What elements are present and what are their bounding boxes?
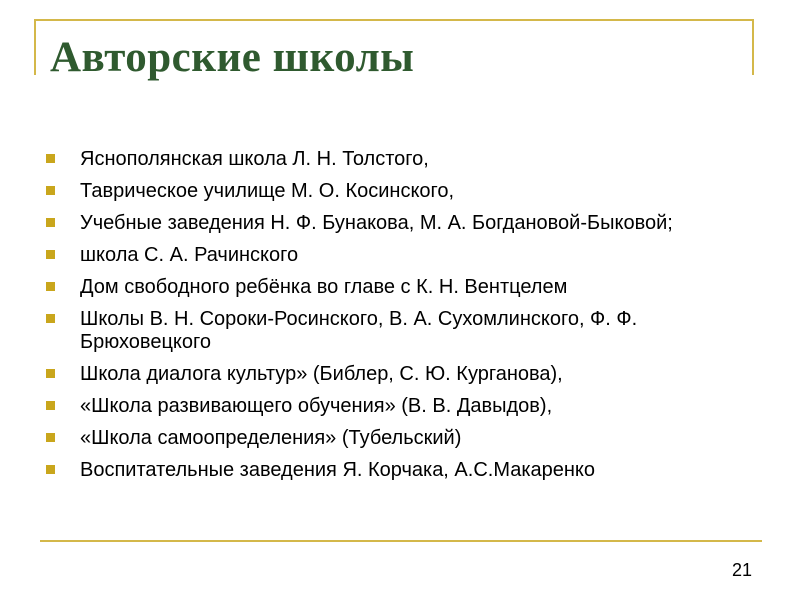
list-item [46,212,746,235]
page-number: 21 [731,560,752,580]
list-item-text: «Школа развивающего обучения» (В. В. Давыдов), [80,395,553,417]
list-item [46,180,746,203]
square-bullet-icon [46,465,55,474]
list-item [46,308,746,354]
title-frame-left-line [34,19,36,75]
square-bullet-icon [46,154,55,163]
square-bullet-icon [46,218,55,227]
list-item-text: Таврическое училище М. О. Косинского, [80,180,455,202]
list-item [46,148,746,171]
square-bullet-icon [46,314,55,323]
list-item-text: Школы В. Н. Сороки-Росинского, В. А. Сухомлинского, Ф. Ф. Брюховецкого [80,308,638,353]
list-item [46,395,746,418]
list-item-text: «Школа самоопределения» (Тубельский) [80,427,462,449]
footer-divider [40,540,762,542]
square-bullet-icon [46,186,55,195]
list-item [46,244,746,267]
list-item-text: Дом свободного ребёнка во главе с К. Н. Вентцелем [80,276,568,298]
square-bullet-icon [46,369,55,378]
list-item-text: школа С. А. Рачинского [80,244,299,266]
square-bullet-icon [46,282,55,291]
list-item-text: Школа диалога культур» (Библер, С. Ю. Курганова), [80,363,563,385]
square-bullet-icon [46,401,55,410]
list-item [46,363,746,386]
title-frame-right-line [752,19,754,75]
list-item-text: Учебные заведения Н. Ф. Бунакова, М. А. Богдановой-Быковой; [80,212,673,234]
square-bullet-icon [46,433,55,442]
title-frame-top-line [34,19,754,21]
list-item [46,276,746,299]
slide-title: Авторские школы [50,30,418,86]
square-bullet-icon [46,250,55,259]
bullet-list [46,148,746,491]
list-item-text: Яснополянская школа Л. Н. Толстого, [80,148,429,170]
list-item [46,459,746,482]
list-item-text: Воспитательные заведения Я. Корчака, А.С.Макаренко [80,459,596,481]
list-item [46,427,746,450]
